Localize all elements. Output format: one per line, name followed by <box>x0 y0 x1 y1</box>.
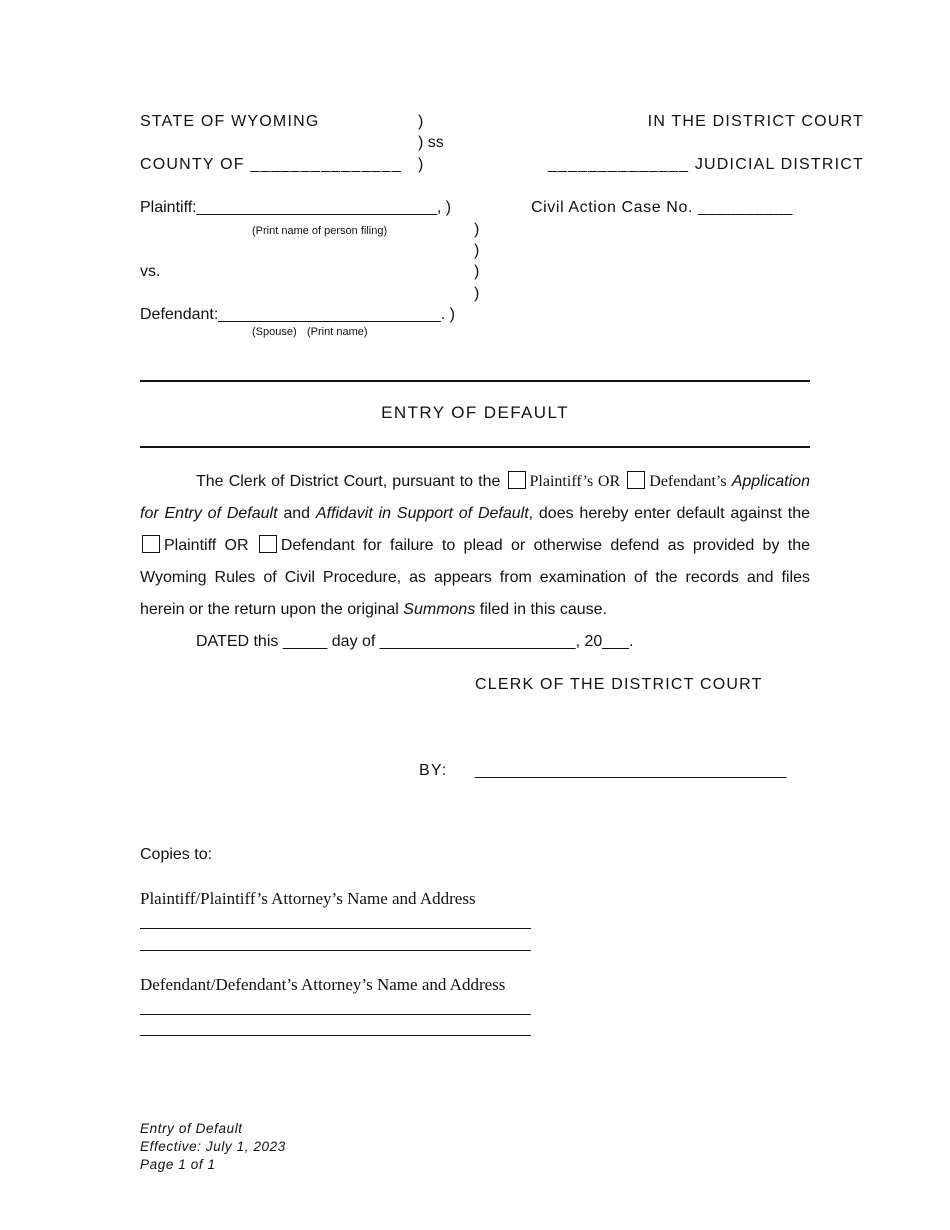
plaintiff-hint: (Print name of person filing) <box>252 225 388 237</box>
caption-paren: ) <box>474 263 480 280</box>
defendant-checkbox[interactable] <box>259 535 277 553</box>
plaintiffs-checkbox[interactable] <box>508 471 526 489</box>
plaintiff-checkbox[interactable] <box>142 535 160 553</box>
spouse-hint: (Spouse) <box>252 326 297 338</box>
body-text <box>140 466 810 658</box>
plaintiffs-option-label: Plaintiff’s OR <box>529 473 621 490</box>
body-text-part: The Clerk of District Court, pursuant to the <box>196 473 501 490</box>
caption-paren: ) <box>418 156 424 173</box>
clerk-label: CLERK OF THE DISTRICT COURT <box>475 676 763 693</box>
address-line <box>140 1035 531 1036</box>
application-title: Application for Entry of Default <box>140 473 810 522</box>
defendants-checkbox[interactable] <box>627 471 645 489</box>
address-line <box>140 950 531 951</box>
judicial-district-field: ______________ JUDICIAL DISTRICT <box>547 156 864 173</box>
page-title: ENTRY OF DEFAULT <box>381 403 569 422</box>
body-text-part: , does hereby enter default against the <box>528 505 810 522</box>
caption-paren: ) <box>474 285 480 302</box>
defendant-address-label: Defendant/Defendant’s Attorney’s Name and Address <box>140 975 506 994</box>
defendants-option-label: Defendant’s <box>649 473 727 490</box>
ss-label: ) ss <box>418 134 444 151</box>
state-label: STATE OF WYOMING <box>140 113 320 130</box>
address-line <box>140 928 531 929</box>
county-field: COUNTY OF _______________ <box>140 156 402 173</box>
footer-form-name: Entry of Default <box>140 1121 243 1136</box>
caption-paren: ) <box>474 242 480 259</box>
court-label: IN THE DISTRICT COURT <box>647 113 864 130</box>
affidavit-title: Affidavit in Support of Default <box>315 505 529 522</box>
body-text-part: Defendant for failure to plead or otherwise defend as provided by the Wyoming Rules of Civil Procedure, as appears from examination of the records and files herein or the return upon the original <box>140 537 811 618</box>
plaintiff-field: Plaintiff:___________________________, ) <box>140 199 452 216</box>
body-text-part: and <box>283 505 311 522</box>
caption-paren: ) <box>418 113 424 130</box>
copies-label: Copies to: <box>140 846 213 863</box>
print-name-hint: (Print name) <box>307 326 368 338</box>
caption-paren: ) <box>474 221 480 238</box>
footer-page-number: Page 1 of 1 <box>140 1157 216 1172</box>
title-rule-bottom <box>140 446 810 448</box>
by-label: BY: <box>419 762 448 779</box>
body-text-part: filed in this cause. <box>479 601 607 618</box>
plaintiff-address-label: Plaintiff/Plaintiff’s Attorney’s Name and Address <box>140 889 476 908</box>
vs-label: vs. <box>140 263 161 280</box>
dated-line: DATED this _____ day of ______________________, 20___. <box>196 633 634 650</box>
address-line <box>140 1014 531 1015</box>
summons-title: Summons <box>403 601 476 618</box>
case-number-field: Civil Action Case No. __________ <box>531 199 794 216</box>
signature-line: ___________________________________ <box>475 762 787 779</box>
title-rule-top <box>140 380 810 382</box>
plaintiff-option-label: Plaintiff OR <box>164 537 249 554</box>
footer-effective-date: Effective: July 1, 2023 <box>140 1139 286 1154</box>
defendant-field: Defendant:_________________________. ) <box>140 306 455 323</box>
footer <box>140 1120 286 1174</box>
